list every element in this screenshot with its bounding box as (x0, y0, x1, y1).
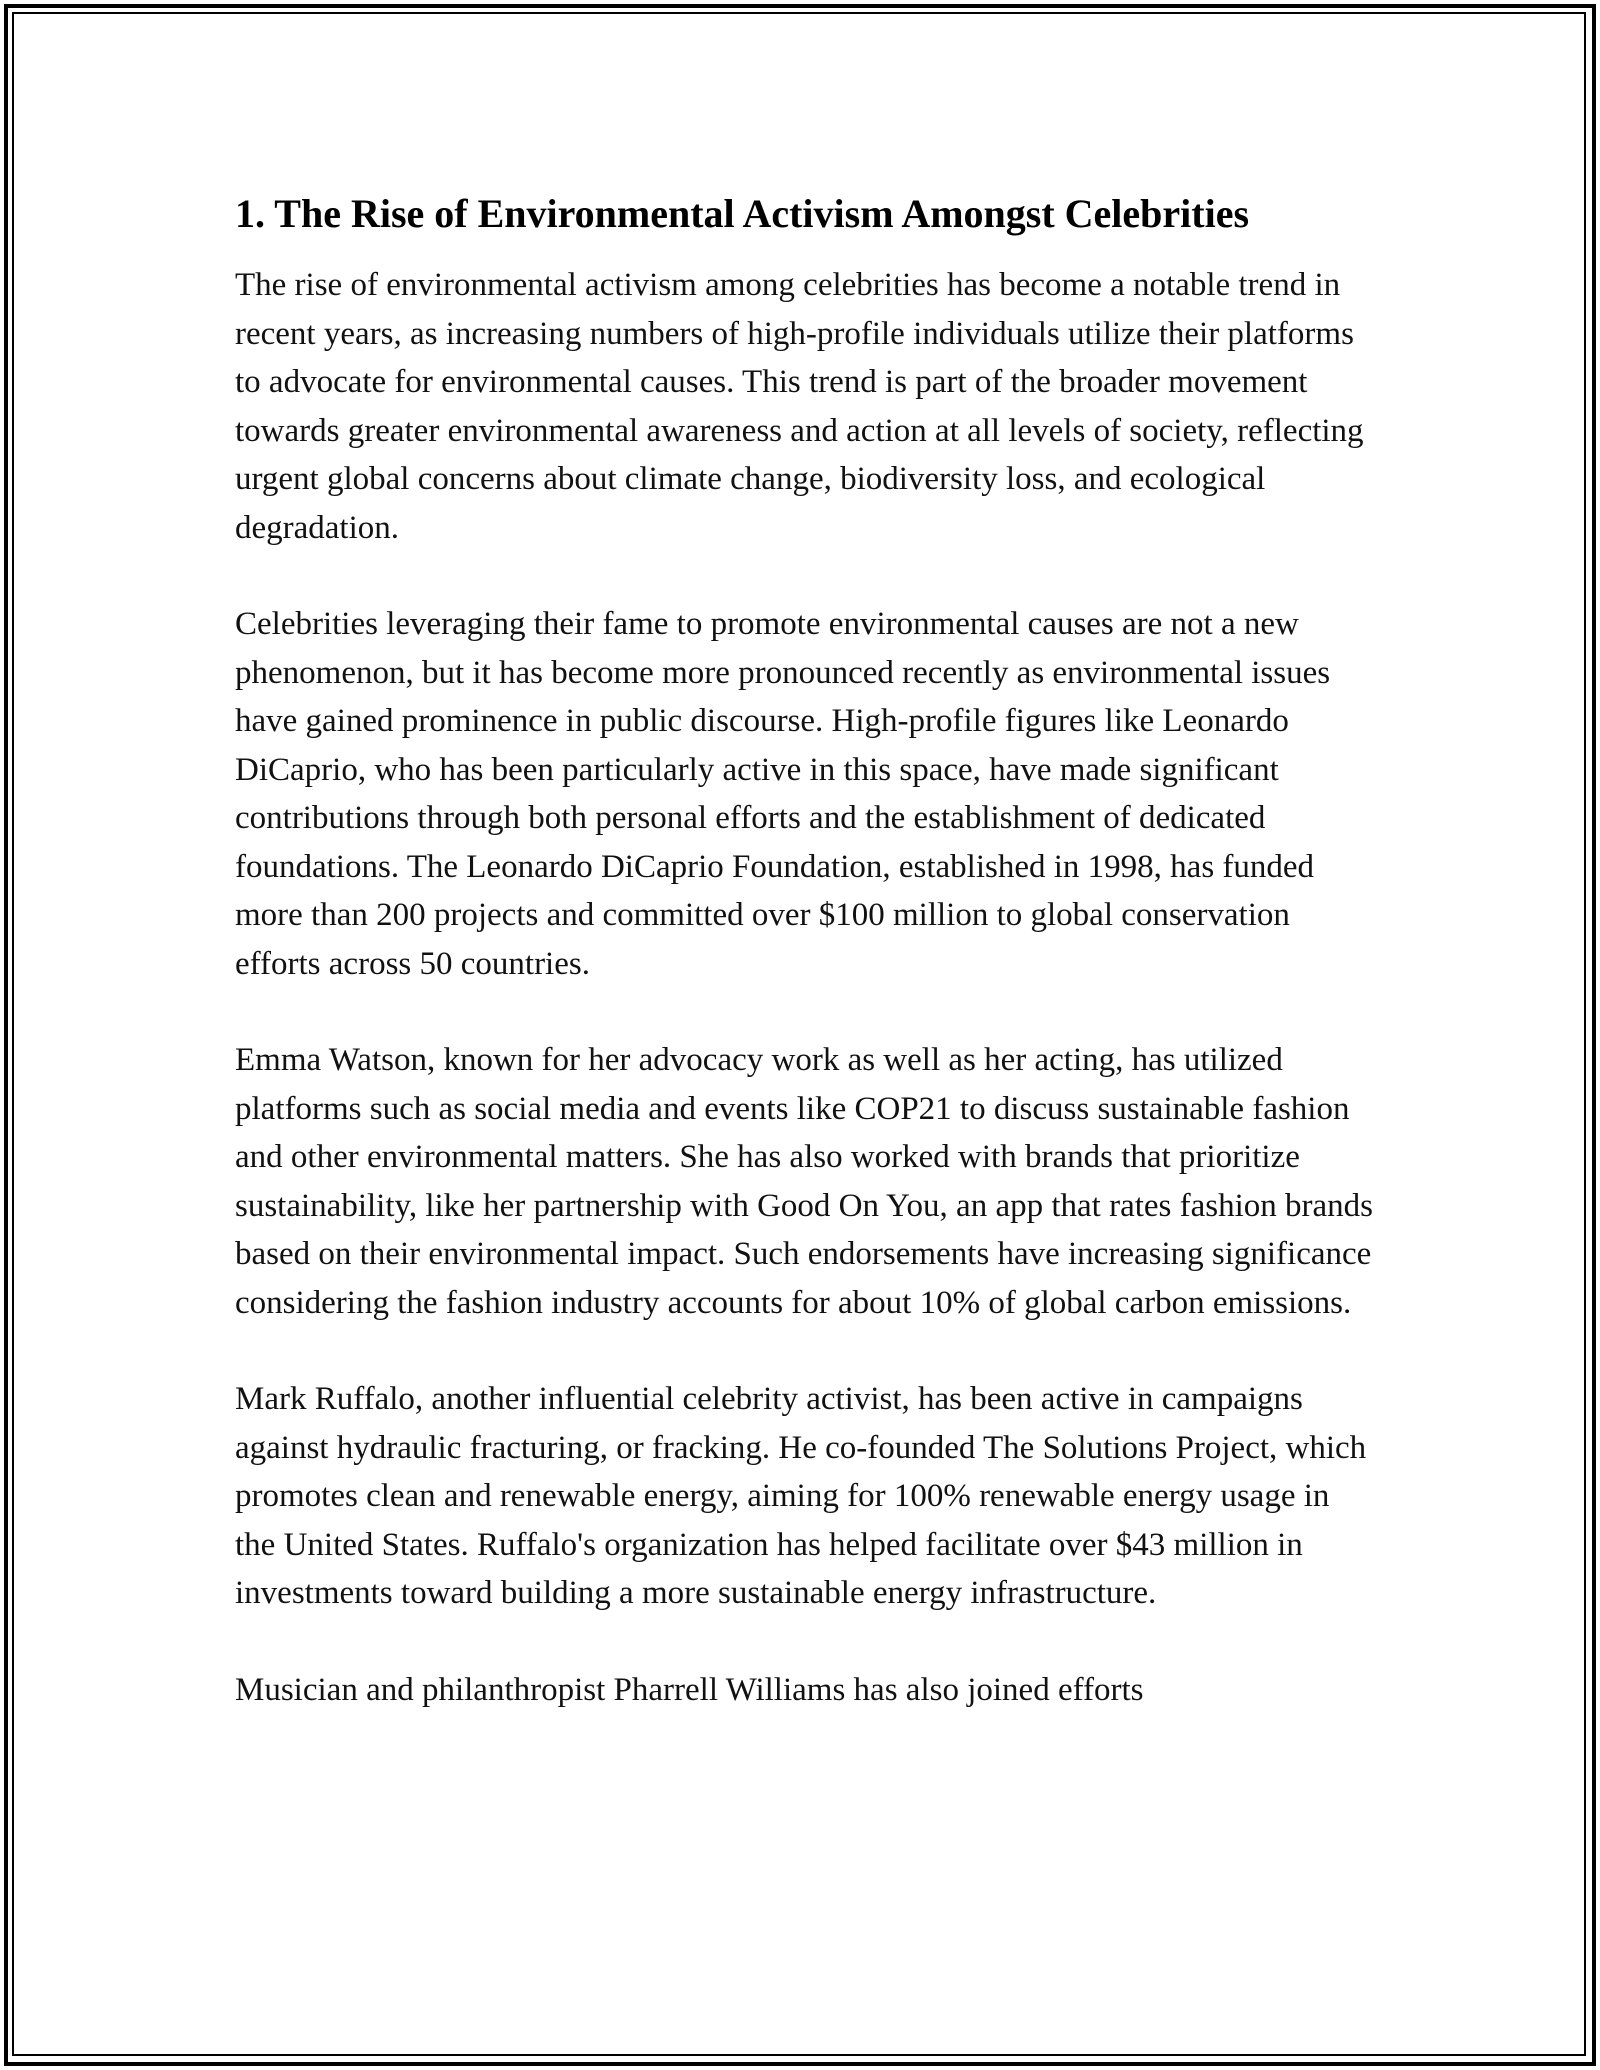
paragraph-williams: Musician and philanthropist Pharrell Williams has also joined efforts (235, 1671, 1144, 1708)
paragraph-intro: The rise of environmental activism among celebrities has become a notable trend in recent years, as increasing numbers of high-profile individuals utilize their platforms to advocate for environmental causes. This trend is part of the broader movement towards greater environmental awareness and action at all levels of society, reflecting urgent global concerns about climate change, biodiversity loss, and ecological degradation. (235, 267, 1364, 546)
paragraph-dicaprio: Celebrities leveraging their fame to promote environmental causes are not a new phenomenon, but it has become more pronounced recently as environmental issues have gained prominence in public discourse. High-profile figures like Leonardo DiCaprio, who has been particularly active in this space, have made significant contributions through both personal efforts and the establishment of dedicated foundations. The Leonardo DiCaprio Foundation, established in 1998, has funded more than 200 projects and committed over $100 million to global conservation efforts across 50 countries. (235, 606, 1331, 982)
paragraph-watson: Emma Watson, known for her advocacy work as well as her acting, has utilized platforms such as social media and events like COP21 to discuss sustainable fashion and other environmental matters. She has also worked with brands that prioritize sustainability, like her partnership with Good On You, an app that rates fashion brands based on their environmental impact. Such endorsements have increasing significance considering the fashion industry accounts for about 10% of global carbon emissions. (235, 1042, 1374, 1321)
document-body (235, 185, 1375, 1762)
paragraph-ruffalo: Mark Ruffalo, another influential celebrity activist, has been active in campaigns against hydraulic fracturing, or fracking. He co-founded The Solutions Project, which promotes clean and renewable energy, aiming for 100% renewable energy usage in the United States. Ruffalo's organization has helped facilitate over $43 million in investments toward building a more sustainable energy infrastructure. (235, 1381, 1367, 1611)
section-heading: 1. The Rise of Environmental Activism Amongst Celebrities (235, 191, 1250, 236)
